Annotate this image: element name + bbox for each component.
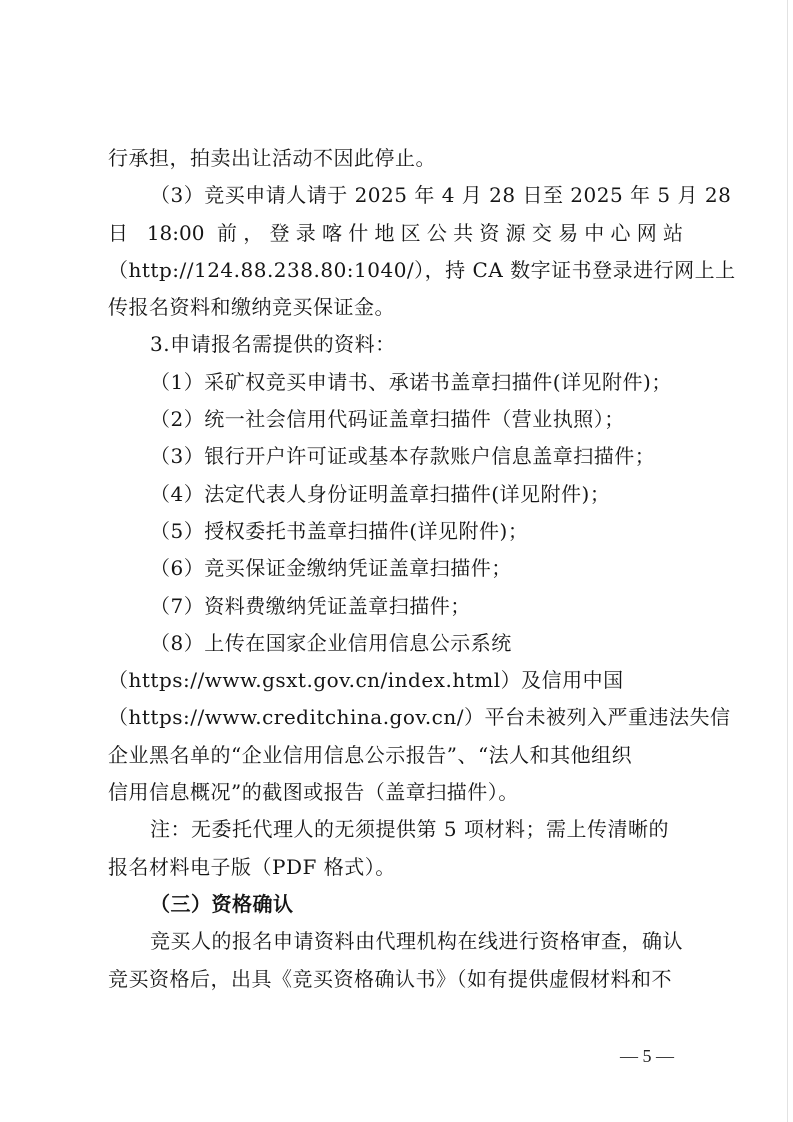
list-item-4: （4）法定代表人身份证明盖章扫描件(详见附件)； xyxy=(150,481,611,506)
text-line-item-3-cont-2: （http://124.88.238.80:1040/），持 CA 数字证书登录进行网上上 xyxy=(108,257,736,282)
list-item-7: （7）资料费缴纳凭证盖章扫描件； xyxy=(150,593,471,618)
section-heading-materials: 3.申请报名需提供的资料： xyxy=(150,332,396,357)
qualification-para-line-2: 竞买资格后，出具《竞买资格确认书》（如有提供虚假材料和不 xyxy=(108,966,672,991)
note-line-2: 报名材料电子版（PDF 格式）。 xyxy=(108,854,396,879)
list-item-3: （3）银行开户许可证或基本存款账户信息盖章扫描件； xyxy=(150,444,656,469)
text-line-item-3-cont-1: 日 18:00 前，登录喀什地区公共资源交易中心网站 xyxy=(108,220,683,245)
text-line-item-3-start: （3）竞买申请人请于 2025 年 4 月 28 日至 2025 年 5 月 28 xyxy=(150,183,732,208)
list-item-8-cont-1: 企业黑名单的“企业信用信息公示报告”、“法人和其他组织 xyxy=(108,742,633,767)
list-item-8-gsxt-url: （https://www.gsxt.gov.cn/index.html）及信用中国 xyxy=(108,668,624,693)
list-item-8-cont-2: 信用信息概况”的截图或报告（盖章扫描件）。 xyxy=(108,780,519,805)
qualification-para-line-1: 竞买人的报名申请资料由代理机构在线进行资格审查，确认 xyxy=(150,929,683,954)
page-number: — 5 — xyxy=(620,1046,674,1066)
note-line-1: 注：无委托代理人的无须提供第 5 项材料；需上传清晰的 xyxy=(150,817,669,842)
list-item-1: （1）采矿权竞买申请书、承诺书盖章扫描件(详见附件)； xyxy=(150,369,672,394)
scan-edge-line xyxy=(787,0,788,1122)
text-line-continuation: 行承担，拍卖出让活动不因此停止。 xyxy=(108,146,436,170)
text-line-item-3-cont-3: 传报名资料和缴纳竞买保证金。 xyxy=(108,295,395,320)
section-heading-qualification: （三）资格确认 xyxy=(150,891,294,916)
list-item-8: （8）上传在国家企业信用信息公示系统 xyxy=(150,630,512,655)
list-item-2: （2）统一社会信用代码证盖章扫描件（营业执照）； xyxy=(150,407,625,432)
list-item-8-creditchina-url: （https://www.creditchina.gov.cn/）平台未被列入严重违法失信 xyxy=(108,705,731,730)
list-item-5: （5）授权委托书盖章扫描件(详见附件)； xyxy=(150,518,529,543)
document-body xyxy=(108,140,736,998)
list-item-6: （6）竞买保证金缴纳凭证盖章扫描件； xyxy=(150,556,512,581)
